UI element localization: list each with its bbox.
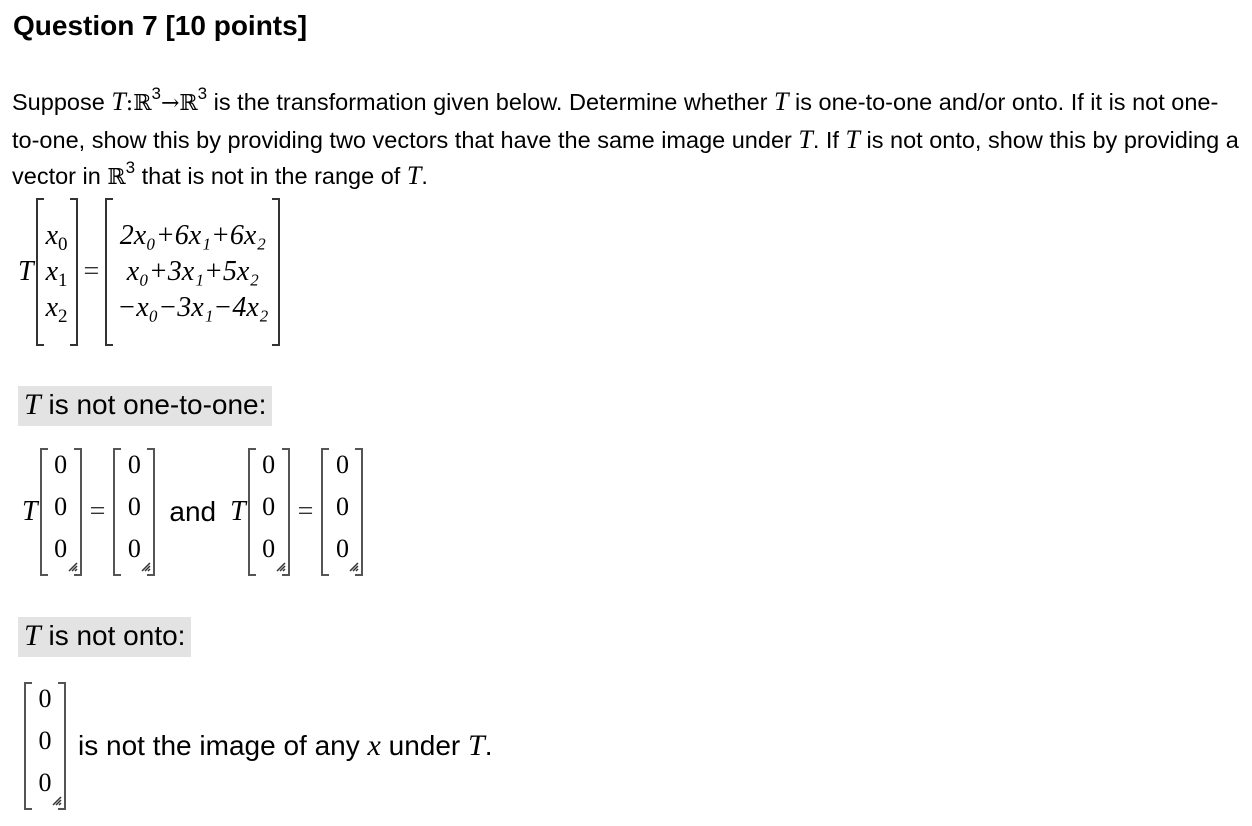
onto-counterexample bbox=[22, 682, 492, 810]
not-onto-label: T is not onto: bbox=[18, 617, 191, 657]
resize-handle-icon[interactable] bbox=[68, 562, 78, 572]
vector-image-2[interactable]: 0 0 0 bbox=[321, 448, 363, 576]
question-title: Question 7 [10 points] bbox=[13, 10, 308, 41]
vector-image-1[interactable]: 0 0 0 bbox=[113, 448, 155, 576]
vector-not-in-range[interactable]: 0 0 0 bbox=[24, 682, 66, 810]
one-to-one-counterexample bbox=[22, 448, 365, 576]
output-row-2: −x₀−3x₁−4x₂ bbox=[117, 292, 269, 323]
not-one-to-one-label: T is not one-to-one: bbox=[18, 386, 272, 426]
question-prompt: Suppose T:ℝ$^3$→ℝ$^3$ is the transformation given below. Determine whether T is one-to-one and/or onto. If it is not one-to-one, show this by providing two vectors that have the same image under T. If T is not onto, show this by providing a vector in ℝ$^3$ that is not in the range of T. bbox=[12, 84, 1239, 190]
resize-handle-icon[interactable] bbox=[276, 562, 286, 572]
resize-handle-icon[interactable] bbox=[141, 562, 151, 572]
resize-handle-icon[interactable] bbox=[349, 562, 359, 572]
vector-input-1[interactable]: 0 0 0 bbox=[40, 448, 82, 576]
output-row-1: x₀+3x₁+5x₂ bbox=[126, 256, 260, 287]
input-row-0: $x_0$ bbox=[45, 220, 68, 255]
equals-sign-2: = bbox=[297, 496, 314, 527]
output-row-0: 2x₀+6x₁+6x₂ bbox=[119, 220, 267, 251]
resize-handle-icon[interactable] bbox=[52, 796, 62, 806]
input-row-1: $x_1$ bbox=[45, 256, 68, 291]
equals-sign-1: = bbox=[89, 496, 106, 527]
transform-symbol-1: T bbox=[22, 496, 38, 527]
vector-input-2[interactable]: 0 0 0 bbox=[248, 448, 290, 576]
transform-symbol: T bbox=[18, 256, 34, 287]
input-vector bbox=[36, 198, 78, 346]
transformation-definition bbox=[18, 198, 280, 346]
transform-symbol-2: T bbox=[230, 496, 246, 527]
input-row-2: $x_2$ bbox=[45, 292, 68, 327]
and-conjunction: and bbox=[169, 496, 217, 527]
equals-sign: = bbox=[83, 256, 100, 287]
onto-statement: is not the image of any x under T. bbox=[78, 729, 493, 762]
output-vector bbox=[105, 198, 280, 346]
